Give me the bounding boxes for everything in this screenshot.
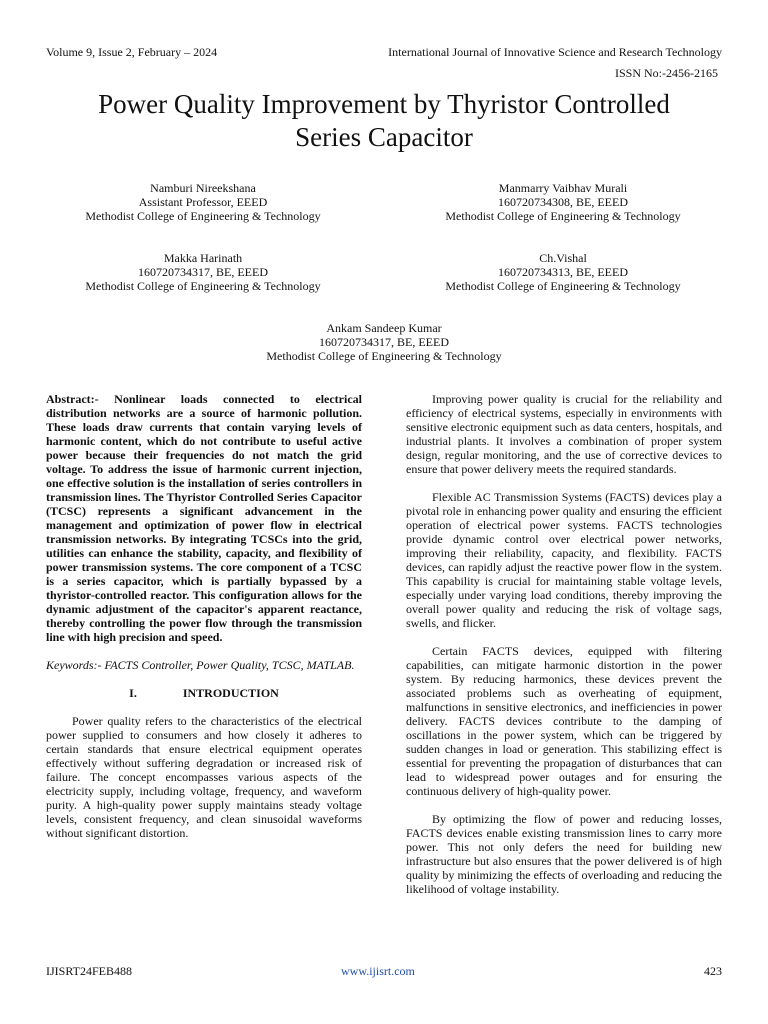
author-block	[398, 181, 728, 223]
author-block	[398, 251, 728, 293]
author-affiliation: Methodist College of Engineering & Technology	[266, 349, 502, 363]
title-line-1: Power Quality Improvement by Thyristor Controlled	[98, 89, 670, 119]
body-paragraph: Improving power quality is crucial for the reliability and efficiency of electrical systems, especially in environments with sensitive electronic equipment such as data centers, hospitals, and industrial plants. It involves a combination of proper system design, regular monitoring, and the use of corrective devices to ensure that power delivery meets the required standards.	[406, 392, 722, 476]
author-affiliation: Methodist College of Engineering & Technology	[85, 279, 321, 293]
journal-name: International Journal of Innovative Science and Research Technology	[388, 45, 722, 59]
author-name: Makka Harinath	[163, 251, 243, 265]
author-name: Namburi Nireekshana	[150, 181, 256, 195]
author-role: 160720734308, BE, EEED	[498, 195, 628, 209]
page-number: 423	[704, 964, 722, 978]
section-number: I.	[129, 686, 137, 700]
author-affiliation: Methodist College of Engineering & Technology	[445, 279, 681, 293]
abstract: Abstract:- Nonlinear loads connected to electrical distribution networks are a source of harmonic pollution. These loads draw currents that contain varying levels of harmonic content, which do not contribute to useful active power because their frequencies do not match the grid voltage. To address the issue of harmonic current injection, one effective solution is the installation of series controllers in transmission lines. The Thyristor Controlled Series Capacitor (TCSC) represents a significant advancement in the management and optimization of power flow in electrical transmission networks. By integrating TCSCs into the grid, utilities can enhance the stability, capacity, and flexibility of power transmission systems. The core component of a TCSC is a series capacitor, which is partially bypassed by a thyristor-controlled reactor. This configuration allows for the dynamic adjustment of the capacitor's apparent reactance, thereby controlling the power flow through the transmission line with high precision and speed.	[46, 392, 362, 644]
section-title: INTRODUCTION	[182, 686, 279, 700]
author-role: 160720734317, BE, EEED	[138, 265, 268, 279]
section-heading	[46, 686, 362, 700]
author-name: Manmarry Vaibhav Murali	[498, 181, 628, 195]
volume-info: Volume 9, Issue 2, February – 2024	[46, 45, 218, 59]
keywords: Keywords:- FACTS Controller, Power Quality, TCSC, MATLAB.	[46, 658, 355, 672]
author-affiliation: Methodist College of Engineering & Technology	[85, 209, 321, 223]
author-role: 160720734313, BE, EEED	[498, 265, 628, 279]
paper-title	[0, 88, 768, 154]
author-role: 160720734317, BE, EEED	[319, 335, 449, 349]
author-affiliation: Methodist College of Engineering & Technology	[445, 209, 681, 223]
left-column	[46, 392, 362, 854]
author-name: Ch.Vishal	[539, 251, 587, 265]
right-column	[406, 392, 722, 910]
intro-paragraph: Power quality refers to the characteristics of the electrical power supplied to consumers and how closely it adheres to certain standards that ensure electrical equipment operates effectively without suffering degradation or increased risk of failure. The concept encompasses various aspects of the electricity supply, including voltage, frequency, and waveform purity. A high-quality power supply maintains steady voltage levels, consistent frequency, and clean sinusoidal waveforms without significant distortion.	[46, 714, 362, 840]
title-line-2: Series Capacitor	[295, 122, 473, 152]
website-link[interactable]: www.ijisrt.com	[341, 964, 415, 978]
author-block	[38, 251, 368, 293]
paper-id: IJISRT24FEB488	[46, 964, 132, 978]
body-paragraph: By optimizing the flow of power and reducing losses, FACTS devices enable existing transmission lines to carry more power. This not only defers the need for building new infrastructure but also ensures that the power delivered is of high quality by minimizing the effects of overloading and reducing the likelihood of voltage instability.	[406, 812, 722, 896]
author-block	[219, 321, 549, 363]
issn: ISSN No:-2456-2165	[614, 66, 718, 80]
author-block	[38, 181, 368, 223]
body-paragraph: Certain FACTS devices, equipped with filtering capabilities, can mitigate harmonic distortion in the power system. By reducing harmonics, these devices prevent the associated problems such as overheating of equipment, malfunctions in sensitive electronics, and inefficiencies in power delivery. FACTS devices contribute to the damping of oscillations in the power system, which can be triggered by sudden changes in load or generation. This stabilizing effect is essential for preventing the propagation of disturbances that can lead to widespread power outages and for ensuring the continuous delivery of high-quality power.	[406, 644, 722, 798]
author-name: Ankam Sandeep Kumar	[326, 321, 442, 335]
body-paragraph: Flexible AC Transmission Systems (FACTS) devices play a pivotal role in enhancing power quality and ensuring the efficient operation of electrical power systems. FACTS technologies provide dynamic control over electrical power networks, improving their reliability, capacity, and flexibility. FACTS devices, can rapidly adjust the reactive power flow in the system. This capability is crucial for maintaining stable voltage levels, especially under varying load conditions, thereby improving the overall power quality and reducing the risk of voltage sags, swells, and flicker.	[406, 490, 722, 630]
author-role: Assistant Professor, EEED	[138, 195, 268, 209]
